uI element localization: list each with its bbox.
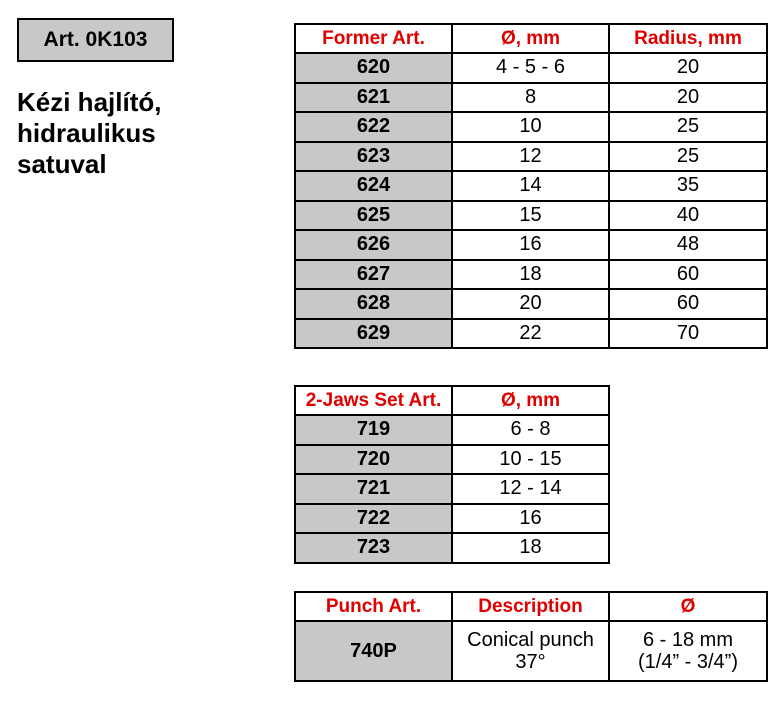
column-header-diameter: Ø xyxy=(609,592,767,621)
table-row xyxy=(295,289,767,319)
column-header-diameter: Ø, mm xyxy=(452,386,609,415)
table-row xyxy=(295,319,767,349)
diameter-cell: 18 xyxy=(452,533,609,563)
diameter-cell: 16 xyxy=(452,230,609,260)
table-row xyxy=(295,53,767,83)
column-header-diameter: Ø, mm xyxy=(452,24,609,53)
diameter-cell: 10 - 15 xyxy=(452,445,609,475)
product-title-line: satuval xyxy=(17,149,107,179)
description-line: Conical punch xyxy=(467,629,594,651)
radius-cell: 48 xyxy=(609,230,767,260)
radius-cell: 20 xyxy=(609,83,767,113)
diameter-cell: 10 xyxy=(452,112,609,142)
table-row xyxy=(295,171,767,201)
former-art-cell: 625 xyxy=(295,201,452,231)
diameter-cell: 12 - 14 xyxy=(452,474,609,504)
diameter-cell: 14 xyxy=(452,171,609,201)
punch-table xyxy=(294,591,768,682)
column-header-radius: Radius, mm xyxy=(609,24,767,53)
jaws-art-cell: 719 xyxy=(295,415,452,445)
product-title xyxy=(17,87,237,180)
table-row xyxy=(295,415,609,445)
article-number: Art. 0K103 xyxy=(43,28,148,51)
diameter-cell: 22 xyxy=(452,319,609,349)
product-title-line: Kézi hajlító, xyxy=(17,87,162,117)
formers-table xyxy=(294,23,768,349)
radius-cell: 20 xyxy=(609,53,767,83)
diameter-cell xyxy=(609,621,767,681)
former-art-cell: 622 xyxy=(295,112,452,142)
former-art-cell: 627 xyxy=(295,260,452,290)
former-art-cell: 628 xyxy=(295,289,452,319)
former-art-cell: 629 xyxy=(295,319,452,349)
table-header-row xyxy=(295,386,609,415)
radius-cell: 60 xyxy=(609,260,767,290)
diameter-cell: 12 xyxy=(452,142,609,172)
radius-cell: 25 xyxy=(609,112,767,142)
table-row xyxy=(295,474,609,504)
radius-cell: 70 xyxy=(609,319,767,349)
article-badge xyxy=(17,18,174,62)
diameter-cell: 15 xyxy=(452,201,609,231)
table-row xyxy=(295,533,609,563)
diameter-line: (1/4” - 3/4”) xyxy=(637,651,739,673)
description-cell xyxy=(452,621,609,681)
table-row xyxy=(295,621,767,681)
diameter-cell: 16 xyxy=(452,504,609,534)
radius-cell: 25 xyxy=(609,142,767,172)
table-row xyxy=(295,112,767,142)
product-title-line: hidraulikus xyxy=(17,118,156,148)
table-row xyxy=(295,201,767,231)
column-header-description: Description xyxy=(452,592,609,621)
former-art-cell: 624 xyxy=(295,171,452,201)
diameter-cell: 18 xyxy=(452,260,609,290)
column-header-jaws-art: 2-Jaws Set Art. xyxy=(295,386,452,415)
former-art-cell: 626 xyxy=(295,230,452,260)
table-row xyxy=(295,142,767,172)
table-row xyxy=(295,260,767,290)
jaws-art-cell: 723 xyxy=(295,533,452,563)
jaws-table xyxy=(294,385,610,564)
column-header-punch-art: Punch Art. xyxy=(295,592,452,621)
former-art-cell: 623 xyxy=(295,142,452,172)
punch-art-cell: 740P xyxy=(295,621,452,681)
diameter-cell: 20 xyxy=(452,289,609,319)
radius-cell: 40 xyxy=(609,201,767,231)
radius-cell: 35 xyxy=(609,171,767,201)
jaws-art-cell: 722 xyxy=(295,504,452,534)
jaws-art-cell: 721 xyxy=(295,474,452,504)
table-row xyxy=(295,230,767,260)
description-line: 37° xyxy=(515,651,546,673)
column-header-former-art: Former Art. xyxy=(295,24,452,53)
diameter-cell: 8 xyxy=(452,83,609,113)
diameter-cell: 6 - 8 xyxy=(452,415,609,445)
diameter-line: 6 - 18 mm xyxy=(642,629,734,651)
table-row xyxy=(295,445,609,475)
table-row xyxy=(295,504,609,534)
table-row xyxy=(295,83,767,113)
table-header-row xyxy=(295,592,767,621)
jaws-art-cell: 720 xyxy=(295,445,452,475)
former-art-cell: 621 xyxy=(295,83,452,113)
diameter-cell: 4 - 5 - 6 xyxy=(452,53,609,83)
former-art-cell: 620 xyxy=(295,53,452,83)
table-header-row xyxy=(295,24,767,53)
radius-cell: 60 xyxy=(609,289,767,319)
